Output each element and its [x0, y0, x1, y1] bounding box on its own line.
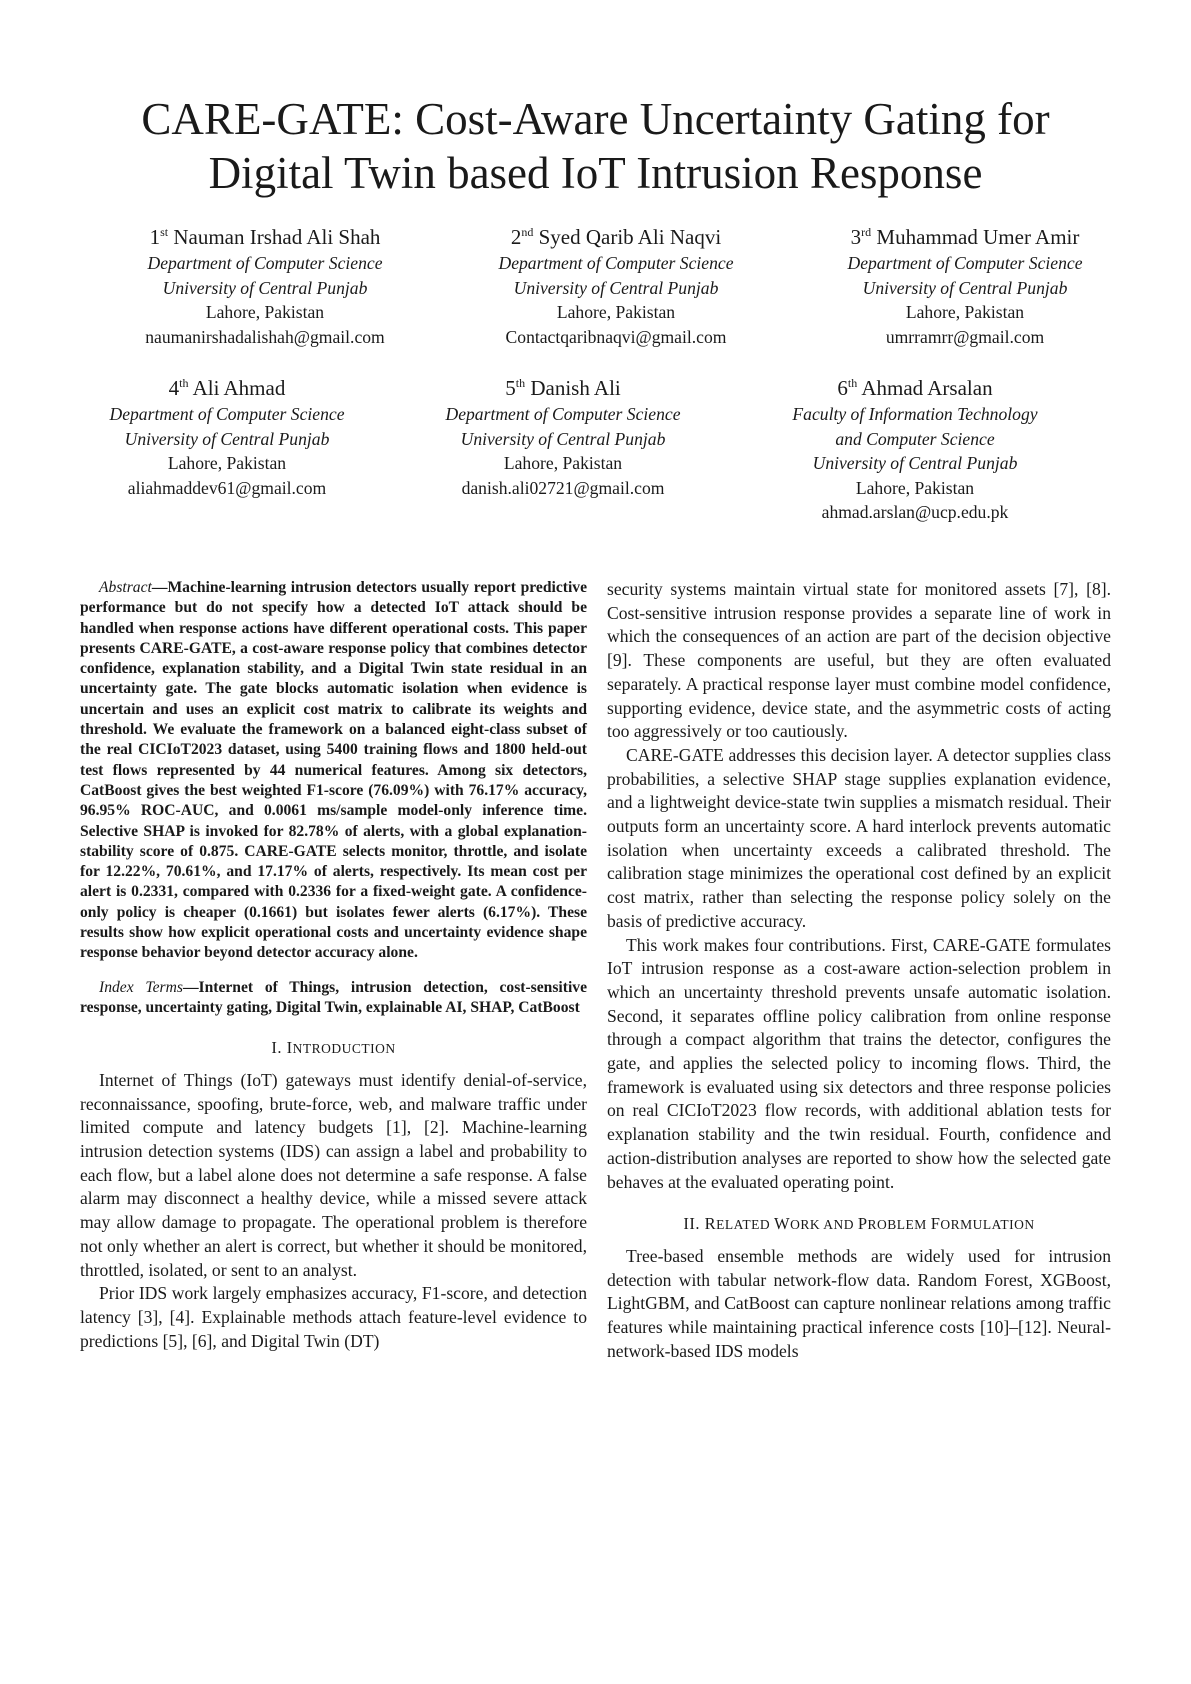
- author-city: Lahore, Pakistan: [205, 302, 325, 322]
- left-column: [80, 578, 587, 1353]
- author-block-6: [745, 375, 1085, 525]
- author-department: Department of Computer Science: [847, 253, 1083, 273]
- section-title-part: ORK AND: [790, 1217, 858, 1233]
- section-number: II.: [683, 1214, 700, 1234]
- intro-paragraph-2: Prior IDS work largely emphasizes accuracy, F1-score, and detection latency [3], [4]. Explainable methods attach feature-level evidence to predictions [5], [6], and Digital Twin (DT): [80, 1283, 587, 1351]
- abstract: [80, 578, 587, 964]
- intro-paragraph-5: This work makes four contributions. First, CARE-GATE formulates IoT intrusion response as a cost-aware action-selection problem in which an uncertainty threshold prevents unsafe automatic isolation. Second, it separates offline policy calibration from online response through a compact algorithm that trains the detector, configures the gate, and applies the selected policy to incoming flows. Third, the framework is evaluated using six detectors and three response policies on real CICIoT2023 flow records, with additional ablation tests for explanation stability and the twin residual. Fourth, confidence and action-distribution analyses are reported to show how the selected gate behaves at the evaluated operating point.: [607, 934, 1111, 1192]
- author-ordinal-suffix: nd: [521, 225, 534, 239]
- author-university: University of Central Punjab: [460, 428, 666, 449]
- author-block-2: [446, 224, 786, 349]
- author-email[interactable]: ahmad.arslan@ucp.edu.pk: [821, 502, 1009, 522]
- author-university: University of Central Punjab: [162, 277, 368, 298]
- intro-paragraph-4: CARE-GATE addresses this decision layer. A detector supplies class probabilities, a selective SHAP stage supplies explanation evidence, and a lightweight device-state twin supplies a mismatch residual. Their outputs form an uncertainty score. A hard interlock prevents automatic isolation when uncertainty exceeds a calibrated threshold. The calibration stage minimizes the operational cost defined by an explicit cost matrix, rather than selecting the response policy solely on the basis of predictive accuracy.: [607, 744, 1111, 931]
- author-block-1: [100, 224, 430, 349]
- intro-paragraph-3: security systems maintain virtual state for monitored assets [7], [8]. Cost-sensitive intrusion response provides a separate line of work in which the consequences of an action are part of the decision objective [9]. These components are useful, but they are often evaluated separately. A practical response layer must combine model confidence, supporting evidence, device state, and the asymmetric costs of acting too aggressively or too cautiously.: [607, 579, 1111, 742]
- section-title-part: W: [774, 1214, 791, 1234]
- author-ordinal-suffix: rd: [861, 225, 872, 239]
- author-ordinal: 5: [505, 376, 516, 400]
- author-ordinal-suffix: st: [160, 225, 169, 239]
- author-department: Department of Computer Science: [498, 253, 734, 273]
- author-university: University of Central Punjab: [124, 428, 330, 449]
- author-department: Department of Computer Science: [445, 404, 681, 424]
- author-ordinal: 3: [850, 225, 862, 249]
- author-university: University of Central Punjab: [862, 277, 1068, 298]
- author-name: Muhammad Umer Amir: [876, 225, 1080, 249]
- author-city: Lahore, Pakistan: [167, 453, 287, 473]
- author-university: University of Central Punjab: [513, 277, 719, 298]
- section-title-part: ELATED: [716, 1217, 775, 1233]
- author-ordinal: 4: [168, 376, 180, 400]
- author-department-line-2: and Computer Science: [835, 428, 995, 449]
- author-ordinal-suffix: th: [847, 376, 858, 390]
- section-number: I.: [271, 1038, 282, 1058]
- right-column: [607, 578, 1111, 1364]
- section-title-part: P: [857, 1214, 868, 1234]
- section-heading-related-work: [607, 1212, 1111, 1237]
- index-terms-label: Index Terms: [99, 978, 183, 996]
- section-title-part: ROBLEM: [867, 1217, 931, 1233]
- related-work-paragraph-1: Tree-based ensemble methods are widely used for intrusion detection with tabular network-flow data. Random Forest, XGBoost, LightGBM, and CatBoost can capture nonlinear relations among traffic features while maintaining practical inference costs [10]–[12]. Neural-network-based IDS models: [607, 1245, 1111, 1361]
- author-department: Faculty of Information Technology: [792, 404, 1038, 424]
- author-ordinal-suffix: th: [515, 376, 526, 390]
- author-ordinal-suffix: th: [179, 376, 189, 390]
- author-name: Nauman Irshad Ali Shah: [173, 225, 381, 249]
- author-block-3: [795, 224, 1135, 349]
- author-city: Lahore, Pakistan: [905, 302, 1025, 322]
- author-name: Danish Ali: [530, 376, 621, 400]
- author-name: Ali Ahmad: [192, 376, 286, 400]
- intro-paragraph-1: Internet of Things (IoT) gateways must identify denial-of-service, reconnaissance, spoofing, brute-force, web, and malware traffic under limited compute and latency budgets [1], [2]. Machine-learning intrusion detection systems (IDS) can assign a label and probability to each flow, but a label alone does not determine a safe response. A false alarm may disconnect a healthy device, while a missed severe attack may allow damage to propagate. The operational problem is therefore not only whether an alert is correct, but whether it should be monitored, throttled, isolated, or sent to an analyst.: [80, 1069, 587, 1280]
- author-block-5: [398, 375, 728, 500]
- author-name: Ahmad Arsalan: [861, 376, 993, 400]
- index-terms-text: —Internet of Things, intrusion detection, cost-sensitive response, uncertainty gating, Digital Twin, explainable AI, SHAP, CatBoost: [80, 978, 587, 1016]
- author-email[interactable]: umrramrr@gmail.com: [885, 326, 1045, 347]
- section-title-rest: NTRODUCTION: [292, 1041, 396, 1057]
- author-university: University of Central Punjab: [812, 453, 1018, 473]
- author-department: Department of Computer Science: [147, 253, 383, 273]
- section-title-initial: I: [286, 1038, 293, 1058]
- author-ordinal: 2: [510, 225, 522, 249]
- author-city: Lahore, Pakistan: [556, 302, 676, 322]
- author-department: Department of Computer Science: [109, 404, 345, 424]
- author-email[interactable]: naumanirshadalishah@gmail.com: [145, 326, 385, 347]
- author-email[interactable]: Contactqaribnaqvi@gmail.com: [505, 326, 727, 347]
- author-city: Lahore, Pakistan: [503, 453, 623, 473]
- section-title-part: R: [704, 1214, 717, 1234]
- title-line-1: CARE-GATE: Cost-Aware Uncertainty Gating for: [141, 94, 1050, 144]
- author-name: Syed Qarib Ali Naqvi: [538, 225, 722, 249]
- author-block-4: [62, 375, 392, 500]
- abstract-text: —Machine-learning intrusion detectors usually report predictive performance but do not specify how a detected IoT attack should be handled when response actions have different operational costs. This paper presents CARE-GATE, a cost-aware response policy that combines detector confidence, explanation stability, and a Digital Twin state residual in an uncertainty gate. The gate blocks automatic isolation when evidence is uncertain and uses an explicit cost matrix to calibrate its weights and threshold. We evaluate the framework on a balanced eight-class subset of the real CICIoT2023 dataset, using 5400 training flows and 1800 held-out test flows represented by 44 numerical features. Among six detectors, CatBoost gives the best weighted F1-score (76.09%) with 76.17% accuracy, 96.95% ROC-AUC, and 0.0061 ms/sample model-only inference time. Selective SHAP is invoked for 82.78% of alerts, with a global explanation-stability score of 0.875. CARE-GATE selects monitor, throttle, and isolate for 12.22%, 70.61%, and 17.17% of alerts, respectively. Its mean cost per alert is 0.2331, compared with 0.2336 for a fixed-weight gate. A confidence-only policy is cheaper (0.1661) but isolates fewer alerts (6.17%). These results show how explicit operational costs and uncertainty evidence shape response behavior beyond detector accuracy alone.: [80, 579, 587, 962]
- abstract-label: Abstract: [99, 579, 152, 596]
- title-line-2: Digital Twin based IoT Intrusion Response: [208, 148, 983, 198]
- section-title-part: F: [930, 1214, 941, 1234]
- section-heading-introduction: [80, 1036, 587, 1061]
- author-ordinal: 1: [149, 225, 161, 249]
- author-city: Lahore, Pakistan: [855, 477, 975, 498]
- section-title-part: ORMULATION: [940, 1217, 1035, 1233]
- index-terms: [80, 978, 587, 1019]
- author-ordinal: 6: [837, 376, 848, 400]
- author-email[interactable]: aliahmaddev61@gmail.com: [127, 477, 327, 498]
- author-email[interactable]: danish.ali02721@gmail.com: [461, 477, 665, 498]
- paper-title: [80, 92, 1111, 200]
